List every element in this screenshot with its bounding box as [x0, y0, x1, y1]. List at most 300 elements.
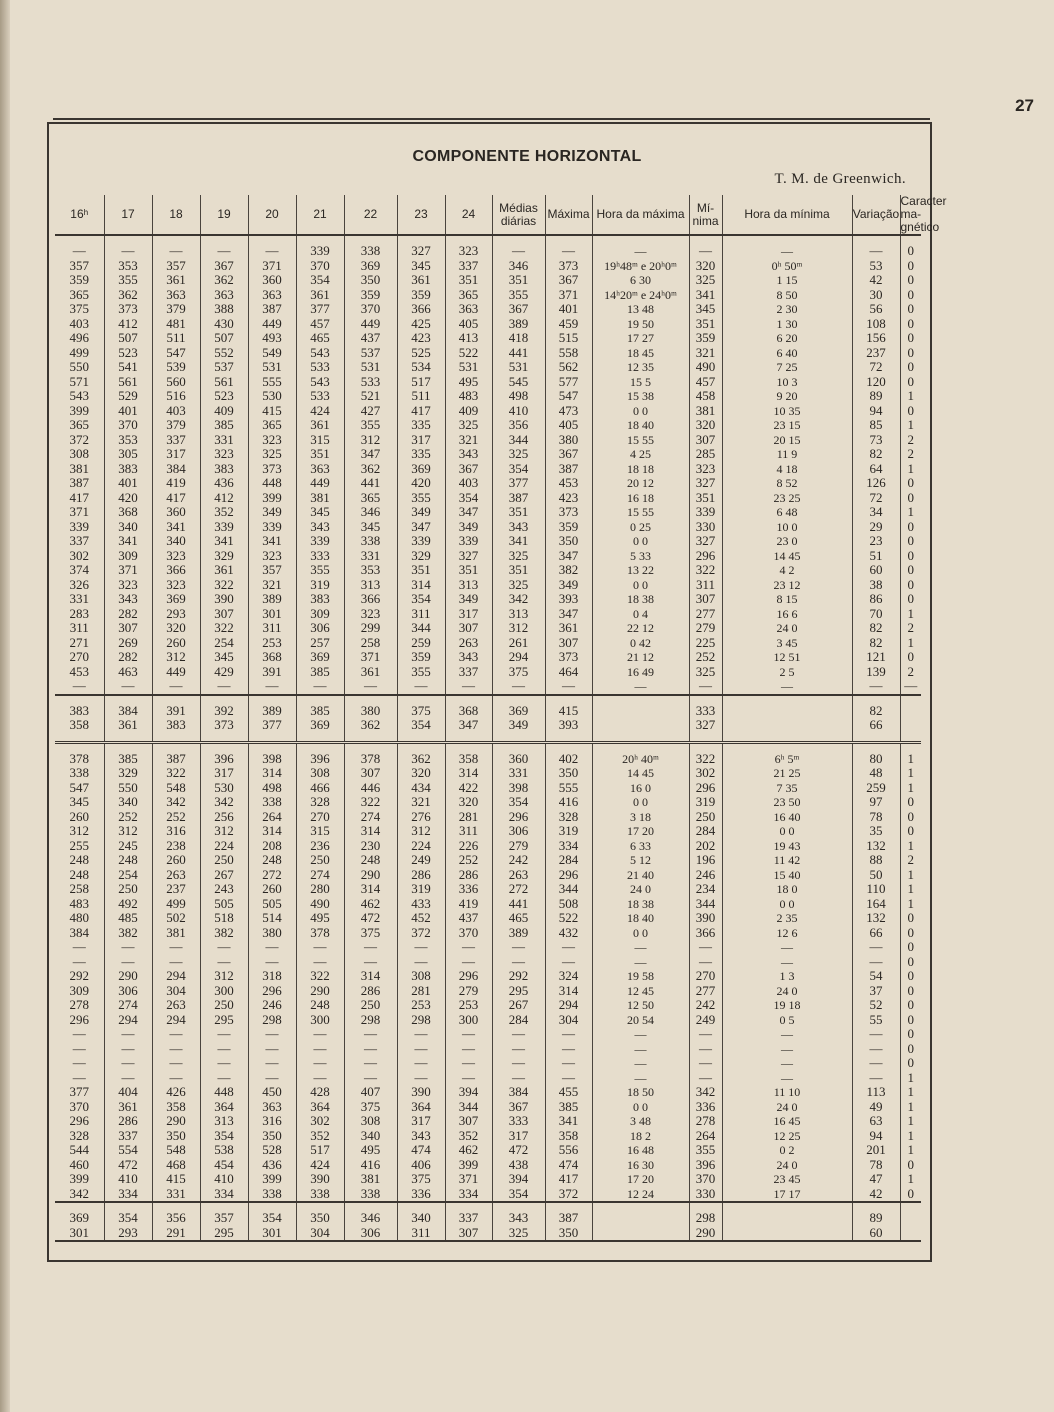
table-cell: 466 [296, 781, 344, 796]
table-cell: 415 [545, 704, 592, 719]
table-cell: 325 [492, 578, 545, 593]
table-cell: 368 [445, 704, 492, 719]
table-cell: 80 [852, 752, 900, 767]
caracter-line-1: Caracter [900, 194, 947, 208]
table-cell: — [72, 1040, 86, 1056]
table-cell: 12 45 [592, 984, 689, 999]
table-cell: 311 [397, 1226, 445, 1242]
table-cell: 371 [104, 563, 152, 578]
table-cell: 518 [200, 911, 248, 926]
table-cell: 367 [492, 1100, 545, 1115]
table-cell: 449 [296, 476, 344, 491]
table-cell: 344 [397, 621, 445, 636]
table-cell: 351 [689, 317, 722, 332]
spacer-cell [248, 733, 296, 743]
table-cell [722, 1226, 852, 1242]
table-cell: 457 [689, 375, 722, 390]
table-cell: 250 [344, 998, 397, 1013]
table-cell: 389 [248, 592, 296, 607]
mean-row [55, 718, 921, 733]
table-cell: — [248, 1071, 296, 1086]
table-cell: 326 [69, 576, 89, 592]
table-cell: 483 [69, 895, 89, 911]
table-cell: 14ʰ20ᵐ e 24ʰ0ᵐ [592, 288, 689, 303]
table-cell: 290 [689, 1226, 722, 1242]
table-cell: 548 [152, 781, 200, 796]
table-cell: 164 [852, 897, 900, 912]
table-cell: 12 24 [592, 1187, 689, 1203]
table-cell: 511 [152, 331, 200, 346]
table-cell: 346 [344, 505, 397, 520]
table-cell: 367 [200, 259, 248, 274]
table-cell: 6 30 [592, 273, 689, 288]
table-cell: — [296, 1056, 344, 1071]
table-cell: 317 [492, 1129, 545, 1144]
table-cell: 410 [104, 1172, 152, 1187]
table-cell: 349 [445, 592, 492, 607]
table-cell: 373 [200, 718, 248, 733]
table-cell: 254 [104, 868, 152, 883]
table-cell: 246 [689, 868, 722, 883]
table-row [55, 998, 921, 1013]
table-cell: 373 [545, 259, 592, 274]
table-cell: 311 [445, 824, 492, 839]
table-cell: 18 0 [722, 882, 852, 897]
table-cell: 1 [900, 389, 921, 404]
table-cell: 0 [900, 360, 921, 375]
table-cell: 398 [492, 781, 545, 796]
table-cell: 455 [545, 1085, 592, 1100]
table-cell: 325 [492, 549, 545, 564]
table-cell: 349 [397, 505, 445, 520]
table-cell: 402 [545, 752, 592, 767]
table-cell: 343 [296, 520, 344, 535]
table-cell: 312 [152, 650, 200, 665]
table-cell: 361 [104, 1100, 152, 1115]
table-cell: — [152, 1027, 200, 1042]
table-cell: 274 [344, 810, 397, 825]
table-cell: 320 [445, 795, 492, 810]
table-cell: 0 [900, 578, 921, 593]
table-cell: 399 [248, 491, 296, 506]
table-cell: 371 [344, 650, 397, 665]
table-cell: 338 [248, 1187, 296, 1203]
table-cell: 82 [852, 447, 900, 462]
table-cell: 409 [200, 404, 248, 419]
table-cell: 345 [397, 259, 445, 274]
table-cell: 4 25 [592, 447, 689, 462]
table-cell: 307 [200, 607, 248, 622]
table-cell: 349 [492, 718, 545, 733]
table-cell: 351 [397, 563, 445, 578]
table-cell: 373 [104, 302, 152, 317]
table-cell: 16 6 [722, 607, 852, 622]
col-header-medias [492, 195, 545, 235]
table-cell: 462 [344, 897, 397, 912]
table-row [55, 389, 921, 404]
table-cell: 18 50 [592, 1085, 689, 1100]
table-cell: 363 [296, 462, 344, 477]
table-cell: 20 15 [722, 433, 852, 448]
table-cell: 533 [344, 375, 397, 390]
table-cell: 385 [296, 665, 344, 680]
table-row [55, 984, 921, 999]
table-cell: 361 [104, 718, 152, 733]
table-cell: 338 [296, 1187, 344, 1203]
table-cell: 514 [248, 911, 296, 926]
table-cell: 405 [445, 317, 492, 332]
table-cell: 335 [397, 447, 445, 462]
table-cell: 321 [248, 578, 296, 593]
table-cell: 1 [900, 636, 921, 651]
table-cell: — [104, 1027, 152, 1042]
table-cell: 328 [296, 795, 344, 810]
table-cell: 6 20 [722, 331, 852, 346]
table-row [55, 1013, 921, 1028]
table-cell: 517 [397, 375, 445, 390]
table-cell: 337 [69, 533, 89, 548]
table-cell: 393 [545, 718, 592, 733]
table-cell: — [689, 1027, 722, 1042]
table-cell: 21 25 [722, 766, 852, 781]
table-cell: 323 [248, 549, 296, 564]
table-cell: 325 [248, 447, 296, 462]
table-cell: — [344, 1056, 397, 1071]
table-cell: 351 [492, 563, 545, 578]
table-cell: 342 [69, 1185, 89, 1201]
table-cell: 3 48 [592, 1114, 689, 1129]
table-cell: 88 [852, 853, 900, 868]
spacer-row [55, 235, 921, 244]
table-cell: 342 [152, 795, 200, 810]
table-cell: — [397, 679, 445, 695]
table-cell: 363 [445, 302, 492, 317]
table-row [55, 824, 921, 839]
table-cell: 463 [104, 665, 152, 680]
table-row [55, 665, 921, 680]
table-cell: 339 [397, 534, 445, 549]
table-cell: 18 40 [592, 418, 689, 433]
table-cell: 523 [200, 389, 248, 404]
spacer-cell [722, 235, 852, 244]
table-cell: 317 [397, 1114, 445, 1129]
table-cell: 562 [545, 360, 592, 375]
table-cell: 465 [492, 911, 545, 926]
table-cell: 0 [900, 244, 921, 259]
table-cell: — [296, 1027, 344, 1042]
table-cell: 373 [545, 650, 592, 665]
table-cell: 355 [296, 563, 344, 578]
table-cell: 82 [852, 621, 900, 636]
table-cell: 390 [689, 911, 722, 926]
table-cell: 437 [445, 911, 492, 926]
table-cell: 2 5 [722, 665, 852, 680]
table-cell: 23 0 [722, 534, 852, 549]
table-cell: 1 30 [722, 317, 852, 332]
table-cell: 396 [200, 752, 248, 767]
table-cell: 385 [296, 704, 344, 719]
table-cell: 309 [296, 607, 344, 622]
table-cell: 416 [545, 795, 592, 810]
table-cell: 311 [397, 607, 445, 622]
table-cell: 12 6 [722, 926, 852, 941]
table-cell: 556 [545, 1143, 592, 1158]
table-cell: 0 [900, 476, 921, 491]
table-cell: 453 [69, 663, 89, 679]
table-cell: 325 [689, 665, 722, 680]
table-cell: 363 [152, 288, 200, 303]
table-cell: 323 [200, 447, 248, 462]
table-cell: 382 [200, 926, 248, 941]
table-cell: 354 [397, 592, 445, 607]
table-cell: 47 [852, 1172, 900, 1187]
table-cell: 325 [689, 273, 722, 288]
table-cell: 425 [397, 317, 445, 332]
table-cell: 10 35 [722, 404, 852, 419]
table-cell: 533 [296, 360, 344, 375]
table-cell: 0 [900, 549, 921, 564]
table-cell: 5 33 [592, 549, 689, 564]
table-cell: 0 [900, 1013, 921, 1028]
table-cell: 0 [900, 795, 921, 810]
table-cell: 121 [852, 650, 900, 665]
table-cell: — [545, 1056, 592, 1071]
table-cell: 308 [344, 1114, 397, 1129]
table-cell: 381 [296, 491, 344, 506]
table-cell: 291 [152, 1226, 200, 1242]
table-cell: 344 [445, 1100, 492, 1115]
table-cell: 72 [852, 491, 900, 506]
table-cell: 56 [852, 302, 900, 317]
table-cell: 349 [445, 520, 492, 535]
table-cell: 389 [248, 704, 296, 719]
table-cell: 353 [104, 259, 152, 274]
table-cell: 410 [492, 404, 545, 419]
table-cell: 260 [152, 853, 200, 868]
table-cell: 294 [492, 650, 545, 665]
table-cell: 379 [152, 418, 200, 433]
table-cell: 89 [852, 1211, 900, 1226]
table-cell: 534 [397, 360, 445, 375]
table-cell: 1 [900, 505, 921, 520]
table-cell: 548 [152, 1143, 200, 1158]
table-cell: 5 12 [592, 853, 689, 868]
table-cell: 381 [152, 926, 200, 941]
table-cell: 449 [152, 665, 200, 680]
table-cell: 417 [69, 489, 89, 505]
table-cell: 495 [296, 911, 344, 926]
table-cell: 378 [69, 750, 89, 766]
table-cell: 279 [445, 984, 492, 999]
table-cell: 521 [344, 389, 397, 404]
table-row [55, 607, 921, 622]
table-cell: 436 [248, 1158, 296, 1173]
table-cell: 441 [492, 897, 545, 912]
table-cell: — [200, 244, 248, 259]
table-cell: 292 [69, 968, 89, 983]
spacer-cell [900, 733, 921, 743]
table-cell: 329 [200, 549, 248, 564]
table-row [55, 592, 921, 607]
table-cell: 365 [344, 491, 397, 506]
table-cell: 296 [545, 868, 592, 883]
table-cell: — [344, 940, 397, 955]
table-cell: 308 [397, 969, 445, 984]
table-cell: 66 [852, 926, 900, 941]
table-cell: 0 [900, 491, 921, 506]
table-cell: 371 [69, 504, 89, 519]
table-cell: 450 [248, 1085, 296, 1100]
table-cell: — [592, 1027, 689, 1042]
table-cell: 63 [852, 1114, 900, 1129]
table-cell: 331 [152, 1187, 200, 1203]
table-cell: 338 [69, 765, 89, 780]
table-cell: 313 [445, 578, 492, 593]
table-cell: 360 [492, 752, 545, 767]
table-cell: 23 12 [722, 578, 852, 593]
table-cell: 49 [852, 1100, 900, 1115]
table-cell: 0 [900, 288, 921, 303]
table-row [55, 1042, 921, 1057]
table-cell: 369 [344, 259, 397, 274]
table-cell: 331 [492, 766, 545, 781]
table-cell: 352 [445, 1129, 492, 1144]
col-header-20: 20 [248, 195, 296, 235]
table-cell: 249 [397, 853, 445, 868]
table-cell: 1 [900, 607, 921, 622]
table-cell: 0 [900, 259, 921, 274]
table-cell: 306 [344, 1226, 397, 1242]
table-cell: 356 [492, 418, 545, 433]
table-cell: 24 0 [722, 621, 852, 636]
table-cell: 331 [69, 591, 89, 606]
table-cell: 263 [445, 636, 492, 651]
table-cell: 398 [248, 752, 296, 767]
table-cell: 0 42 [592, 636, 689, 651]
table-cell: 531 [445, 360, 492, 375]
table-cell: — [200, 1027, 248, 1042]
table-cell: 0 0 [592, 404, 689, 419]
table-cell: 365 [445, 288, 492, 303]
table-cell: 361 [397, 273, 445, 288]
table-cell: 15 55 [592, 505, 689, 520]
table-cell: 314 [344, 969, 397, 984]
table-cell: 0 2 [722, 1143, 852, 1158]
table-cell: 306 [492, 824, 545, 839]
table-cell: 555 [248, 375, 296, 390]
table-cell: 375 [69, 301, 89, 316]
table-cell: — [492, 1071, 545, 1086]
table-row [55, 1027, 921, 1042]
table-cell: 300 [296, 1013, 344, 1028]
table-cell: 377 [492, 476, 545, 491]
table-cell: 243 [200, 882, 248, 897]
table-cell: 323 [152, 578, 200, 593]
table-cell: 225 [689, 636, 722, 651]
table-cell: 323 [152, 549, 200, 564]
table-cell: 543 [69, 388, 89, 403]
table-cell: — [296, 1071, 344, 1086]
table-cell: 490 [296, 897, 344, 912]
table-cell: 417 [545, 1172, 592, 1187]
table-cell: 516 [152, 389, 200, 404]
table-cell: 9 20 [722, 389, 852, 404]
table-cell: 132 [852, 911, 900, 926]
table-cell: 359 [69, 272, 89, 287]
table-cell: — [492, 1042, 545, 1057]
table-row [55, 940, 921, 955]
table-cell: 267 [200, 868, 248, 883]
table-cell: 284 [545, 853, 592, 868]
table-cell: 537 [344, 346, 397, 361]
table-cell: 495 [445, 375, 492, 390]
table-cell: 558 [545, 346, 592, 361]
frame-top-rule [53, 118, 930, 120]
table-cell: — [689, 1071, 722, 1086]
table-cell: 325 [492, 447, 545, 462]
table-cell: 230 [344, 839, 397, 854]
table-cell: 250 [200, 998, 248, 1013]
table-cell: — [722, 1071, 852, 1086]
table-cell: 282 [104, 650, 152, 665]
table-cell: 314 [248, 766, 296, 781]
table-cell: 426 [152, 1085, 200, 1100]
table-cell: 308 [296, 766, 344, 781]
table-cell: 11 9 [722, 447, 852, 462]
table-cell: 350 [545, 534, 592, 549]
table-cell: — [344, 679, 397, 695]
table-cell: 359 [344, 288, 397, 303]
table-cell: 314 [545, 984, 592, 999]
table-cell: 24 0 [722, 1100, 852, 1115]
table-cell: 277 [689, 984, 722, 999]
table-cell: 302 [296, 1114, 344, 1129]
table-cell: 23 [852, 534, 900, 549]
table-cell: 370 [104, 418, 152, 433]
table-row [55, 1071, 921, 1086]
table-cell: 355 [344, 418, 397, 433]
table-cell: 306 [104, 984, 152, 999]
table-cell: 274 [296, 868, 344, 883]
table-cell: 531 [492, 360, 545, 375]
table-cell: — [852, 955, 900, 970]
table-cell: 344 [492, 433, 545, 448]
table-cell: 545 [492, 375, 545, 390]
col-header-maxima: Máxima [545, 195, 592, 235]
table-cell: 367 [445, 462, 492, 477]
table-cell: 474 [397, 1143, 445, 1158]
table-row [55, 1143, 921, 1158]
table-cell: 196 [689, 853, 722, 868]
table-cell: 371 [545, 288, 592, 303]
table-cell: 544 [69, 1142, 89, 1157]
table-cell: — [545, 1042, 592, 1057]
spacer-cell [592, 1202, 689, 1211]
table-cell: 387 [492, 491, 545, 506]
mean-row [55, 704, 921, 719]
table-cell: 248 [344, 853, 397, 868]
table-cell: 343 [445, 447, 492, 462]
table-cell: 0 [900, 984, 921, 999]
table-cell: 505 [248, 897, 296, 912]
table-cell: 378 [296, 926, 344, 941]
table-cell: — [722, 955, 852, 970]
table-cell: 387 [69, 475, 89, 490]
table-row [55, 578, 921, 593]
table-cell: 250 [296, 853, 344, 868]
table-cell: 15 40 [722, 868, 852, 883]
table-cell: 318 [248, 969, 296, 984]
